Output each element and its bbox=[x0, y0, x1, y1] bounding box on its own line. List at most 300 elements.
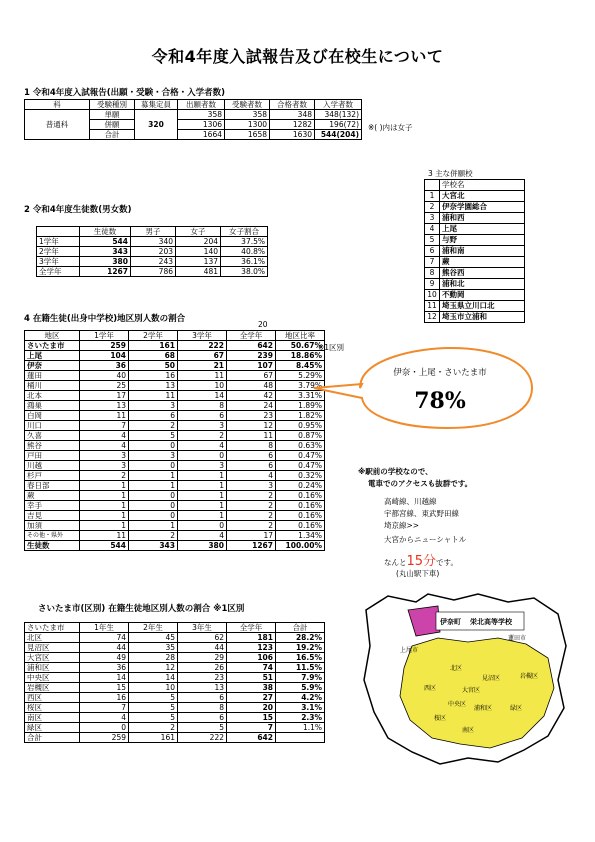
table-cell: 7.9% bbox=[276, 673, 325, 683]
access-line-1: 高崎線、川越線 bbox=[384, 497, 437, 506]
table-cell: 1.1% bbox=[276, 723, 325, 733]
table-cell: 0 bbox=[129, 501, 178, 511]
table-cell: 44 bbox=[80, 643, 129, 653]
table-cell: 7 bbox=[80, 421, 129, 431]
table-cell: 1.34% bbox=[276, 531, 325, 541]
table-cell: 123 bbox=[227, 643, 276, 653]
table-cell: 4 bbox=[425, 224, 440, 235]
table-cell: 1.82% bbox=[276, 411, 325, 421]
col-header: 2年生 bbox=[129, 623, 178, 633]
table-cell: 0 bbox=[178, 521, 227, 531]
table-cell: 3学年 bbox=[37, 257, 80, 267]
table-cell: 544 bbox=[80, 541, 129, 551]
table-row bbox=[425, 213, 525, 224]
table-row bbox=[25, 441, 325, 451]
table-row bbox=[25, 673, 325, 683]
table-cell: 20 bbox=[227, 703, 276, 713]
table-cell: 786 bbox=[131, 267, 176, 277]
table-cell: 5.9% bbox=[276, 683, 325, 693]
table-cell: 中央区 bbox=[25, 673, 80, 683]
table-cell: 川越 bbox=[25, 461, 80, 471]
col-header: 科 bbox=[25, 100, 90, 110]
table-cell: 343 bbox=[80, 247, 131, 257]
table-row bbox=[37, 237, 268, 247]
col-header: さいたま市 bbox=[25, 623, 80, 633]
table-cell: 68 bbox=[129, 351, 178, 361]
table-cell: 0.16% bbox=[276, 511, 325, 521]
speech-bubble bbox=[270, 336, 540, 436]
section4-top-number: 20 bbox=[258, 320, 268, 329]
table-cell: 1 bbox=[80, 501, 129, 511]
table-cell: 544 bbox=[80, 237, 131, 247]
map-school-town: 伊奈町 bbox=[440, 618, 461, 626]
table-cell: 196(72) bbox=[315, 120, 362, 130]
table-cell: 6 bbox=[178, 713, 227, 723]
table-cell: 340 bbox=[131, 237, 176, 247]
table-cell: 0.16% bbox=[276, 501, 325, 511]
table-cell: 0.16% bbox=[276, 491, 325, 501]
table-cell: 緑区 bbox=[25, 723, 80, 733]
table-cell: 642 bbox=[227, 733, 276, 743]
table-cell: 浦和南 bbox=[440, 246, 525, 257]
table-cell: 0.47% bbox=[276, 451, 325, 461]
table-cell: 15 bbox=[227, 713, 276, 723]
col-header: 地区比率 bbox=[276, 331, 325, 341]
col-header: 1年生 bbox=[80, 623, 129, 633]
table-cell: 久喜 bbox=[25, 431, 80, 441]
table-cell: 181 bbox=[227, 633, 276, 643]
table-cell: 0 bbox=[80, 723, 129, 733]
table-cell: 4 bbox=[227, 471, 276, 481]
table-cell: 北区 bbox=[25, 633, 80, 643]
table-cell: 5 bbox=[129, 703, 178, 713]
table-cell: 5 bbox=[178, 723, 227, 733]
access-line-5c: です。 bbox=[436, 558, 458, 567]
col-header: 全学年 bbox=[227, 331, 276, 341]
table-cell: 8 bbox=[178, 703, 227, 713]
table-cell: 8.45% bbox=[276, 361, 325, 371]
table-cell: 74 bbox=[80, 633, 129, 643]
table-cell: 上尾 bbox=[440, 224, 525, 235]
table-cell: 25 bbox=[80, 381, 129, 391]
table-cell: 17 bbox=[80, 391, 129, 401]
table-cell: 45 bbox=[129, 633, 178, 643]
table-cell: 12 bbox=[129, 663, 178, 673]
table-cell: 2 bbox=[227, 501, 276, 511]
table-cell: 23 bbox=[178, 673, 227, 683]
table-cell: 1 bbox=[178, 511, 227, 521]
table-cell: 5 bbox=[129, 431, 178, 441]
table-cell: 107 bbox=[227, 361, 276, 371]
col-header: 地区 bbox=[25, 331, 80, 341]
table-cell: 19.2% bbox=[276, 643, 325, 653]
table-cell: 1 bbox=[80, 481, 129, 491]
table-cell: 伊奈 bbox=[25, 361, 80, 371]
table-cell: 1.89% bbox=[276, 401, 325, 411]
table-row bbox=[425, 235, 525, 246]
table-row bbox=[25, 481, 325, 491]
table-cell: 単願 bbox=[90, 110, 135, 120]
table-cell: 7 bbox=[227, 723, 276, 733]
col-header: 1学年 bbox=[80, 331, 129, 341]
table-cell: 4 bbox=[178, 531, 227, 541]
table-cell: 11 bbox=[129, 391, 178, 401]
table-cell: 7 bbox=[80, 703, 129, 713]
table-cell: 348(132) bbox=[315, 110, 362, 120]
table-cell: 2 bbox=[227, 521, 276, 531]
table-cell: 161 bbox=[129, 733, 178, 743]
capacity-cell: 320 bbox=[135, 110, 178, 140]
table-cell: 239 bbox=[227, 351, 276, 361]
table-row bbox=[25, 713, 325, 723]
table-row bbox=[25, 491, 325, 501]
table-cell: 38 bbox=[227, 683, 276, 693]
access-line-3: 埼京線>> bbox=[384, 521, 420, 530]
table-cell: 35 bbox=[129, 643, 178, 653]
col-header: 2学年 bbox=[129, 331, 178, 341]
map-label: 北区 bbox=[450, 665, 463, 672]
col-header: 女子割合 bbox=[221, 227, 268, 237]
table-cell: 0.95% bbox=[276, 421, 325, 431]
table-cell: 熊谷 bbox=[25, 441, 80, 451]
table-cell: 桶川 bbox=[25, 381, 80, 391]
map-label: 中央区 bbox=[448, 701, 467, 708]
map-school-name: 栄北高等学校 bbox=[470, 618, 512, 626]
table-cell: 川口 bbox=[25, 421, 80, 431]
table-cell: 24 bbox=[227, 401, 276, 411]
table-cell: 222 bbox=[178, 733, 227, 743]
table-cell: 3 bbox=[129, 401, 178, 411]
table-cell: 1658 bbox=[225, 130, 270, 140]
table-row bbox=[425, 224, 525, 235]
table-cell: 3.31% bbox=[276, 391, 325, 401]
table-cell: 見沼区 bbox=[25, 643, 80, 653]
table-row bbox=[25, 461, 325, 471]
access-note-1: ※駅前の学校なので、 bbox=[358, 467, 433, 476]
table-cell: 44 bbox=[178, 643, 227, 653]
map-label: 大宮区 bbox=[462, 687, 481, 694]
table-cell: 10 bbox=[129, 683, 178, 693]
table-cell: 白岡 bbox=[25, 411, 80, 421]
table-cell: 13 bbox=[178, 683, 227, 693]
table-cell: 0.87% bbox=[276, 431, 325, 441]
table-row bbox=[25, 653, 325, 663]
table-cell bbox=[276, 733, 325, 743]
saitama-ward-table bbox=[24, 622, 325, 743]
map-label: 浦和区 bbox=[474, 705, 493, 712]
table-row bbox=[25, 683, 325, 693]
map-label: 桜区 bbox=[434, 715, 447, 722]
table-cell: 358 bbox=[178, 110, 225, 120]
table-cell: 26 bbox=[178, 663, 227, 673]
female-note: ※( )内は女子 bbox=[368, 123, 413, 132]
section1-heading: 1 令和4年度入試報告(出願・受験・合格・入学者数) bbox=[24, 88, 226, 98]
table-cell: 27 bbox=[227, 693, 276, 703]
table-cell: 1267 bbox=[227, 541, 276, 551]
table-cell: 62 bbox=[178, 633, 227, 643]
table-cell: 2学年 bbox=[37, 247, 80, 257]
table-cell: 222 bbox=[178, 341, 227, 351]
col-header: 出願者数 bbox=[178, 100, 225, 110]
table-cell: 2.3% bbox=[276, 713, 325, 723]
table-cell: 36 bbox=[80, 663, 129, 673]
table-cell: 203 bbox=[131, 247, 176, 257]
table-cell: 37.5% bbox=[221, 237, 268, 247]
table-cell: 4 bbox=[178, 441, 227, 451]
col-header: 男子 bbox=[131, 227, 176, 237]
table-cell: 0 bbox=[178, 451, 227, 461]
table-row bbox=[425, 202, 525, 213]
table-cell: 3 bbox=[178, 421, 227, 431]
table-cell: 4 bbox=[80, 431, 129, 441]
table-row bbox=[25, 451, 325, 461]
table-row bbox=[425, 301, 525, 312]
table-cell: 10 bbox=[425, 290, 440, 301]
map-label: 蓮田市 bbox=[508, 635, 527, 642]
table-cell: 18.86% bbox=[276, 351, 325, 361]
table-cell: 1282 bbox=[270, 120, 315, 130]
table-row bbox=[25, 511, 325, 521]
table-cell: 合計 bbox=[25, 733, 80, 743]
table-cell: 8 bbox=[227, 441, 276, 451]
col-header: 受験種別 bbox=[90, 100, 135, 110]
table-cell: 13 bbox=[80, 401, 129, 411]
table-cell: 1300 bbox=[225, 120, 270, 130]
table-cell: 鴻巣 bbox=[25, 401, 80, 411]
table-cell: 2 bbox=[129, 421, 178, 431]
table-cell: 12 bbox=[425, 312, 440, 323]
table-cell: 2 bbox=[129, 531, 178, 541]
table-cell: 1 bbox=[129, 471, 178, 481]
table-cell: 1 bbox=[178, 491, 227, 501]
table-cell: 11 bbox=[80, 411, 129, 421]
table-cell: 南区 bbox=[25, 713, 80, 723]
table-cell: 9 bbox=[425, 279, 440, 290]
col-header: 3学年 bbox=[178, 331, 227, 341]
table-cell: 48 bbox=[227, 381, 276, 391]
table-cell: 幸手 bbox=[25, 501, 80, 511]
table-cell: 2 bbox=[178, 431, 227, 441]
table-row bbox=[37, 267, 268, 277]
access-line-5 bbox=[384, 550, 458, 569]
access-line-6: (丸山駅下車) bbox=[396, 569, 440, 578]
table-cell: 3.1% bbox=[276, 703, 325, 713]
table-row bbox=[425, 246, 525, 257]
table-cell: 大宮区 bbox=[25, 653, 80, 663]
table-cell: 23 bbox=[227, 411, 276, 421]
table-cell: 蕨 bbox=[25, 491, 80, 501]
table-row bbox=[37, 257, 268, 267]
page-title: 令和4年度入試報告及び在校生について bbox=[151, 47, 444, 66]
table-cell: さいたま市 bbox=[25, 341, 80, 351]
table-cell: 14 bbox=[178, 391, 227, 401]
table-cell: その他・県外 bbox=[25, 531, 80, 541]
col-header: 合計 bbox=[276, 623, 325, 633]
table-cell: 西区 bbox=[25, 693, 80, 703]
table-cell: 2 bbox=[80, 471, 129, 481]
table-cell: 17 bbox=[227, 531, 276, 541]
access-line-4: 大宮からニューシャトル bbox=[384, 535, 467, 544]
table-cell: 67 bbox=[178, 351, 227, 361]
dept-cell: 普通科 bbox=[25, 110, 90, 140]
table-cell: 42 bbox=[227, 391, 276, 401]
table-cell: 11 bbox=[178, 371, 227, 381]
table-cell: 5 bbox=[129, 693, 178, 703]
table-cell: 16 bbox=[80, 693, 129, 703]
table-cell: 6 bbox=[425, 246, 440, 257]
table-cell: 1 bbox=[129, 481, 178, 491]
table-row bbox=[425, 268, 525, 279]
table-row bbox=[25, 643, 325, 653]
table-cell: 3 bbox=[227, 481, 276, 491]
col-header: 入学者数 bbox=[315, 100, 362, 110]
table-cell: 1306 bbox=[178, 120, 225, 130]
table-cell: 1630 bbox=[270, 130, 315, 140]
table-cell: 不動岡 bbox=[440, 290, 525, 301]
table-row bbox=[25, 663, 325, 673]
col-header: 学校名 bbox=[440, 180, 525, 191]
table-row bbox=[425, 257, 525, 268]
table-cell: 16.5% bbox=[276, 653, 325, 663]
table-cell: 桜区 bbox=[25, 703, 80, 713]
table-cell: 348 bbox=[270, 110, 315, 120]
table-cell: 5 bbox=[129, 713, 178, 723]
table-cell: 0.16% bbox=[276, 521, 325, 531]
table-cell: 合計 bbox=[90, 130, 135, 140]
section5-heading: さいたま市(区別) 在籍生徒地区別人数の割合 ※1区別 bbox=[38, 604, 245, 614]
area-map bbox=[358, 588, 572, 770]
table-cell: 6 bbox=[227, 451, 276, 461]
table-cell: 0.47% bbox=[276, 461, 325, 471]
table-cell: 14 bbox=[80, 673, 129, 683]
school-region bbox=[408, 606, 440, 636]
table-cell: 40 bbox=[80, 371, 129, 381]
table-cell: 5 bbox=[425, 235, 440, 246]
table-cell: 380 bbox=[178, 541, 227, 551]
table-cell: 3 bbox=[129, 451, 178, 461]
col-header: 3年生 bbox=[178, 623, 227, 633]
map-label: 緑区 bbox=[510, 705, 523, 712]
table-cell: 137 bbox=[176, 257, 221, 267]
map-label: 見沼区 bbox=[482, 675, 501, 682]
table-cell: 0.24% bbox=[276, 481, 325, 491]
competitor-schools-table bbox=[424, 179, 525, 323]
table-cell: 8 bbox=[178, 401, 227, 411]
table-cell: 1 bbox=[178, 481, 227, 491]
table-cell: 343 bbox=[129, 541, 178, 551]
table-cell: 浦和北 bbox=[440, 279, 525, 290]
bubble-percent: 78% bbox=[414, 388, 466, 414]
table-cell: 36 bbox=[80, 361, 129, 371]
section4-heading: 4 在籍生徒(出身中学校)地区別人数の割合 bbox=[24, 314, 186, 324]
table-cell: 4 bbox=[80, 441, 129, 451]
table-cell: 岩槻区 bbox=[25, 683, 80, 693]
table-cell: 6 bbox=[129, 411, 178, 421]
bubble-text: 伊奈・上尾・さいたま市 bbox=[393, 368, 487, 378]
table-cell: 6 bbox=[178, 693, 227, 703]
table-cell: 埼玉県立川口北 bbox=[440, 301, 525, 312]
table-cell: 544(204) bbox=[315, 130, 362, 140]
map-label: 岩槻区 bbox=[520, 673, 539, 680]
table-cell: 2 bbox=[129, 723, 178, 733]
table-cell: 29 bbox=[178, 653, 227, 663]
table-cell: 51 bbox=[227, 673, 276, 683]
table-cell: 3 bbox=[178, 461, 227, 471]
table-cell: 40.8% bbox=[221, 247, 268, 257]
table-row bbox=[25, 531, 325, 541]
table-row bbox=[425, 290, 525, 301]
table-row bbox=[425, 191, 525, 202]
table-cell: 28.2% bbox=[276, 633, 325, 643]
table-cell: 浦和西 bbox=[440, 213, 525, 224]
table-cell: 161 bbox=[129, 341, 178, 351]
table-cell: 0 bbox=[129, 461, 178, 471]
table-cell: 上尾 bbox=[25, 351, 80, 361]
table-cell: 74 bbox=[227, 663, 276, 673]
table-cell: 10 bbox=[178, 381, 227, 391]
table-row bbox=[425, 279, 525, 290]
table-cell: 0 bbox=[129, 511, 178, 521]
table-row bbox=[25, 471, 325, 481]
table-cell: 1 bbox=[80, 521, 129, 531]
table-row bbox=[25, 633, 325, 643]
table-cell: 2 bbox=[227, 511, 276, 521]
table-cell: 3.79% bbox=[276, 381, 325, 391]
table-cell: 4 bbox=[80, 713, 129, 723]
table-cell: 1 bbox=[178, 471, 227, 481]
table-cell: 11 bbox=[227, 431, 276, 441]
table-row bbox=[37, 247, 268, 257]
table-cell: 11 bbox=[80, 531, 129, 541]
table-cell: 13 bbox=[129, 381, 178, 391]
table-cell: 11 bbox=[425, 301, 440, 312]
table-cell: 2 bbox=[227, 491, 276, 501]
table-cell: 140 bbox=[176, 247, 221, 257]
table-cell: 1 bbox=[80, 511, 129, 521]
ward-note: ※1区別 bbox=[318, 343, 345, 352]
table-cell: 1664 bbox=[178, 130, 225, 140]
table-row bbox=[25, 501, 325, 511]
table-cell: 100.00% bbox=[276, 541, 325, 551]
table-cell: 全学年 bbox=[37, 267, 80, 277]
access-line-5a: なんと bbox=[384, 558, 407, 567]
table-cell: 14 bbox=[129, 673, 178, 683]
table-cell: 21 bbox=[178, 361, 227, 371]
table-cell: 4.2% bbox=[276, 693, 325, 703]
table-cell: 春日部 bbox=[25, 481, 80, 491]
col-header: 女子 bbox=[176, 227, 221, 237]
table-cell: 1 bbox=[178, 501, 227, 511]
table-cell: 1 bbox=[425, 191, 440, 202]
table-cell: 8 bbox=[425, 268, 440, 279]
map-label: 西区 bbox=[424, 685, 437, 692]
table-cell: 1 bbox=[129, 521, 178, 531]
table-cell: 3 bbox=[80, 451, 129, 461]
table-cell: 伊奈学園総合 bbox=[440, 202, 525, 213]
section2-heading: 2 令和4年度生徒数(男女数) bbox=[24, 205, 132, 215]
table-cell: 蕨 bbox=[440, 257, 525, 268]
table-row bbox=[25, 703, 325, 713]
table-cell: 北本 bbox=[25, 391, 80, 401]
table-row bbox=[25, 541, 325, 551]
table-row bbox=[25, 521, 325, 531]
map-label: 南区 bbox=[462, 727, 475, 734]
table-cell: 0 bbox=[129, 441, 178, 451]
access-note-2: 電車でのアクセスも抜群です。 bbox=[368, 479, 473, 488]
col-header bbox=[37, 227, 80, 237]
table-cell: 3 bbox=[425, 213, 440, 224]
table-cell: 生徒数 bbox=[25, 541, 80, 551]
